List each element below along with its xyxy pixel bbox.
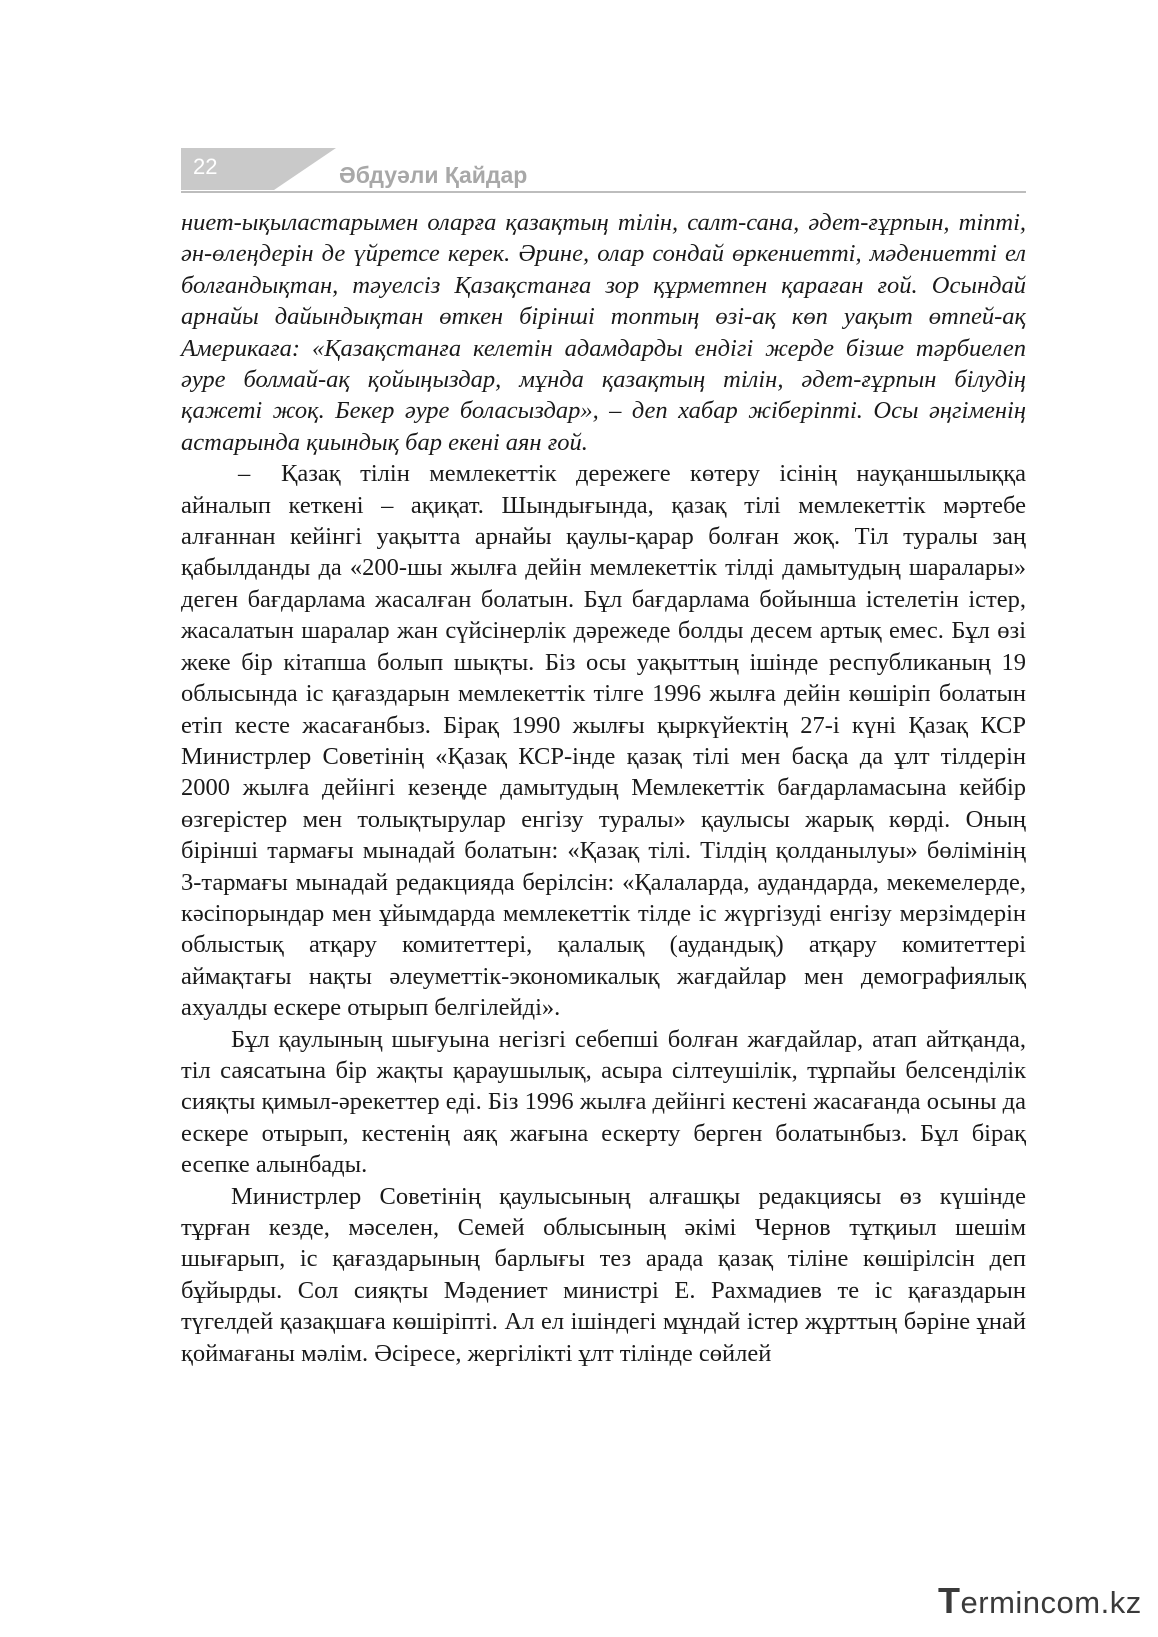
page-number: 22 xyxy=(193,154,218,179)
termincom-watermark xyxy=(938,1580,1142,1622)
running-title: Әбдуәли Қайдар xyxy=(339,162,528,188)
paragraph: Бұл қаулының шығуына негізгі себепші болған жағдайлар, атап айтқанда, тіл саясатына бір жақты қараушылық, асыра сілтеушілік, тұрпайы белсенділік сияқты қимыл-әрекеттер еді. Біз 1996 жылға дейінгі кестені жасағанда осыны да ескере отырып, кестенің аяқ жағына ескерту берген болатынбыз. Бұл бірақ есепке алынбады. xyxy=(181,1025,1026,1179)
paragraph-dash-text: Қазақ тілін мемлекеттік дережеге көтеру ісінің науқаншылыққа айналып кеткені – ақиқат. Шындығында, қазақ тілі мемлекеттік мәртебе алғаннан кейінгі уақытта арнайы қаулы-қарар болған жоқ. Тіл туралы заң қабылданды да «200-шы жылға дейін мемлекеттік тілді дамытудың шаралары» деген бағдарлама жасалған болатын. Бұл бағдарлама бойынша істелетін істер, жасалатын шаралар жан сүйсінерлік дәрежеде болды десем артық емес. Бұл өзі жеке бір кітапша болып шықты. Біз осы уақыттың ішінде республиканың 19 облысында іс қағаздарын мемлекеттік тілге 1996 жылға дейін көшіріп болатын етіп кесте жасағанбыз. Бірақ 1990 жылғы қыркүйектің 27-і күні Қазақ КСР Министрлер Советінің «Қазақ КСР-інде қазақ тілі мен басқа да ұлт тілдерін 2000 жылға дейінгі кезеңде дамытудың Мемлекеттік бағдарламасына кейбір өзгерістер мен толықтырулар енгізу туралы» қаулысы жарық көрді. Оның бірінші тармағы мынадай болатын: «Қазақ тілі. Тілдің қолданылуы» бөлімінің 3-тармағы мынадай редакцияда берілсін: «Қалаларда, аудандарда, мекемелерде, кәсіпорындар мен ұйымдарда мемлекеттік тілде іс жүргізуді енгізу мерзімдерін облыстық атқару комитеттері, қалалық (аудандық) атқару комитеттері аймақтағы нақты әлеуметтік-экономикалық жағдайлар мен демографиялық ахуалды ескере отырып белгілейді». xyxy=(181,460,1026,1022)
page-header xyxy=(181,148,1026,196)
paragraph-dash xyxy=(181,458,1026,1023)
body-text xyxy=(181,207,1026,1369)
paragraph-italic-quote: ниет-ықыластарымен оларға қазақтың тілін, салт-сана, әдет-ғұрпын, тіпті, ән-өлеңдерін де үйретсе керек. Әрине, олар сондай өркениетті, мәдениетті ел болғандықтан, тәуелсіз Қазақстанға зор құрметпен қараған ғой. Осындай арнайы дайындықтан өткен бірінші топтың өзі-ақ көп уақыт өтпей-ақ Америкаға: «Қазақстанға келетін адамдарды ендігі жерде бізше тәрбиелеп әуре болмай-ақ қойыңыздар, мұнда қазақтың тілін, әдет-ғұрпын білудің қажеті жоқ. Бекер әуре боласыздар», – деп хабар жіберіпті. Осы әңгіменің астарында қиындық бар екені аян ғой. xyxy=(181,209,1026,456)
dash-mark: – xyxy=(238,460,251,488)
watermark-text: ermincоm.kz xyxy=(960,1585,1142,1620)
paragraph: Министрлер Советінің қаулысының алғашқы редакциясы өз күшінде тұрған кезде, мәселен, Семей облысының әкімі Чернов тұтқиыл шешім шығарып, іс қағаздарының барлығы тез арада қазақ тіліне көшірілсін деп бұйырды. Сол сияқты Мәдениет министрі Е. Рахмадиев те іс қағаздарын түгелдей қазақшаға көшіріпті. Ал ел ішіндегі мұндай істер жұрттың бәріне ұнай қоймағаны мәлім. Әсіресе, жергілікті ұлт тілінде сөйлей xyxy=(181,1182,1026,1367)
header-wedge-shape xyxy=(274,148,336,190)
header-rule xyxy=(181,191,1026,193)
watermark-initial: T xyxy=(938,1580,961,1621)
